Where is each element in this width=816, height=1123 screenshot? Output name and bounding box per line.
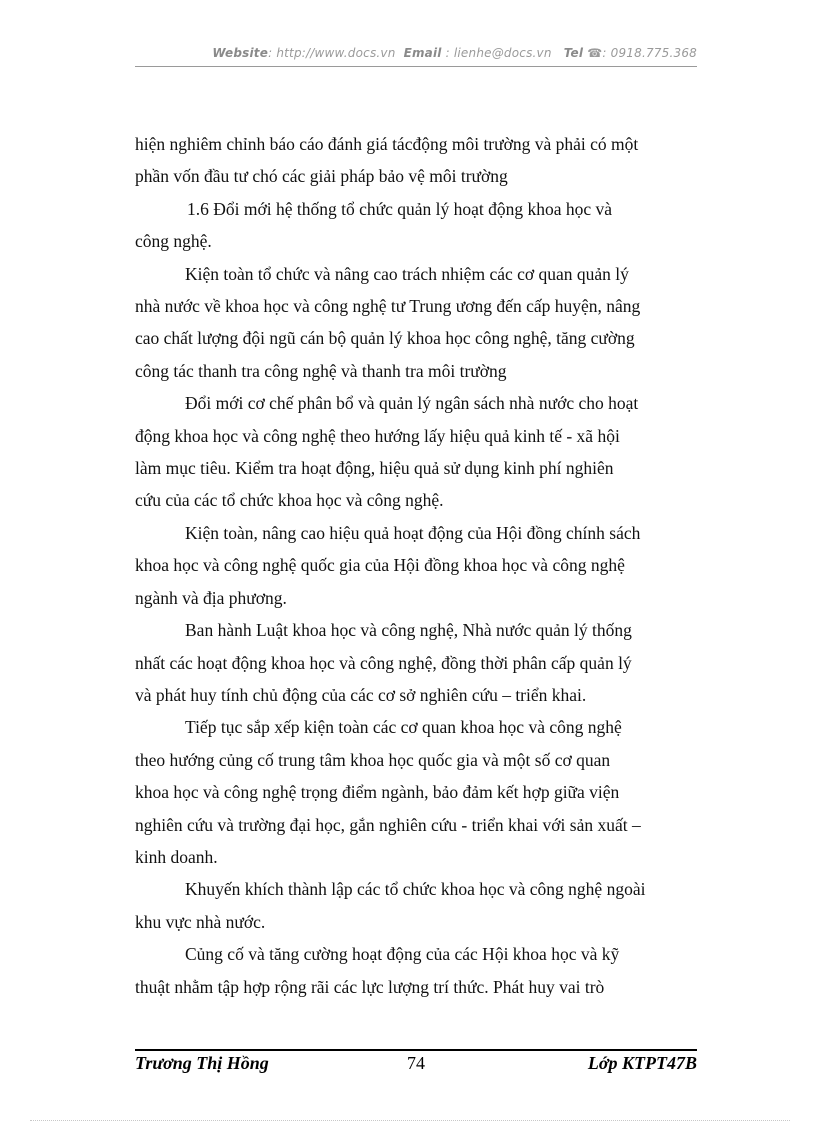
page-number: 74 [407,1053,425,1073]
footer-divider [135,1049,697,1051]
page-header [135,46,697,60]
header-divider [135,66,697,67]
email-value: : lienhe@docs.vn [445,46,552,60]
email-label: Email [403,46,442,60]
text-line: thuật nhằm tập hợp rộng rãi các lực lượng trí thức. Phát huy vai trò [135,976,605,997]
tel-value: ☎: 0918.775.368 [587,46,697,60]
body-text [135,128,695,1003]
website-value: : http://www.docs.vn [268,46,396,60]
text-line: công tác thanh tra công nghệ và thanh tra môi trường [135,360,507,381]
paragraph-7 [135,873,695,938]
text-line: nhất các hoạt động khoa học và công nghệ, đồng thời phân cấp quản lý [135,652,632,673]
paragraph-1 [135,128,695,193]
text-line: và phát huy tính chủ động của các cơ sở nghiên cứu – triển khai. [135,684,587,705]
text-line: Kiện toàn tổ chức và nâng cao trách nhiệm các cơ quan quản lý [185,263,629,284]
text-line: nghiên cứu và trường đại học, gắn nghiên cứu - triển khai với sản xuất – [135,814,641,835]
text-line: khoa học và công nghệ quốc gia của Hội đồng khoa học và công nghệ [135,555,625,576]
text-line: cao chất lượng đội ngũ cán bộ quản lý khoa học công nghệ, tăng cường [135,328,635,349]
paragraph-8 [135,938,695,1003]
website-label: Website [212,46,269,60]
text-line: theo hướng củng cố trung tâm khoa học quốc gia và một số cơ quan [135,749,611,770]
text-line: Đổi mới cơ chế phân bổ và quản lý ngân sách nhà nước cho hoạt [185,393,639,414]
text-line: Kiện toàn, nâng cao hiệu quả hoạt động của Hội đồng chính sách [185,522,641,543]
text-line: kinh doanh. [135,846,218,867]
text-line: nhà nước về khoa học và công nghệ tư Trung ương đến cấp huyện, nâng [135,296,641,317]
text-line: công nghệ. [135,231,212,252]
text-line: phần vốn đầu tư chó các giải pháp bảo vệ môi trường [135,166,508,187]
footer-class: Lớp KTPT47B [587,1053,697,1073]
tel-label: Tel [563,46,584,60]
text-line: khu vực nhà nước. [135,911,266,932]
paragraph-3 [135,387,695,517]
text-line: khoa học và công nghệ trọng điểm ngành, bảo đảm kết hợp giữa viện [135,782,620,803]
paragraph-5 [135,614,695,711]
text-line: hiện nghiêm chỉnh báo cáo đánh giá tácđộng môi trường và phải có một [135,134,639,154]
footer-author: Trương Thị Hồng [135,1053,269,1073]
text-line: Củng cố và tăng cường hoạt động của các Hội khoa học và kỹ [185,944,620,965]
text-line: Ban hành Luật khoa học và công nghệ, Nhà nước quản lý thống [185,620,632,641]
text-line: ngành và địa phương. [135,587,287,608]
page-bottom-border [30,1120,790,1121]
page-footer [135,1053,697,1081]
paragraph-2 [135,258,695,388]
section-heading [135,193,695,258]
text-line: động khoa học và công nghệ theo hướng lấy hiệu quả kinh tế - xã hội [135,425,620,446]
text-line: 1.6 Đổi mới hệ thống tổ chức quản lý hoạt động khoa học và [187,198,613,219]
text-line: cứu của các tổ chức khoa học và công nghệ. [135,490,444,511]
text-line: Tiếp tục sắp xếp kiện toàn các cơ quan khoa học và công nghệ [185,717,622,738]
text-line: Khuyến khích thành lập các tổ chức khoa học và công nghệ ngoài [185,879,646,900]
paragraph-4 [135,517,695,614]
text-line: làm mục tiêu. Kiểm tra hoạt động, hiệu quả sử dụng kinh phí nghiên [135,458,614,479]
paragraph-6 [135,711,695,873]
